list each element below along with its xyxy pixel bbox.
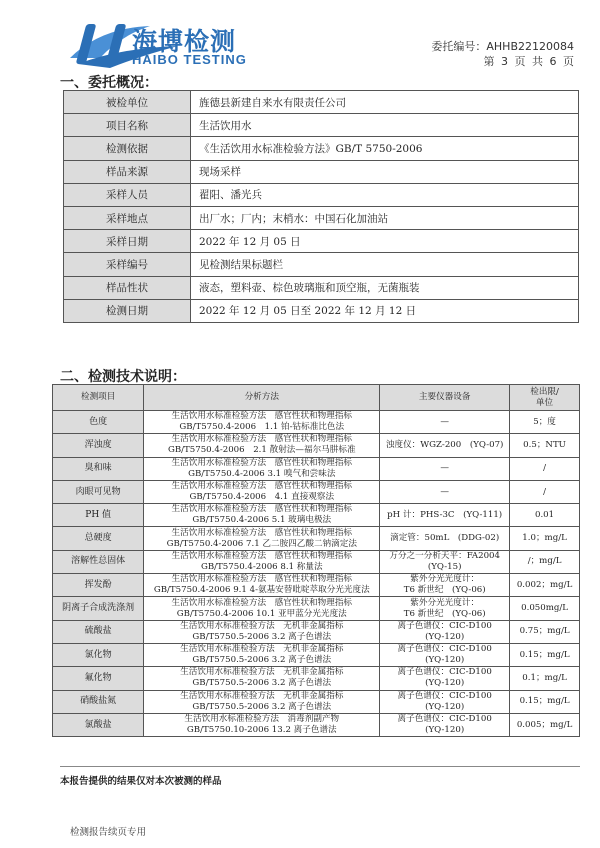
equipment-line1: —	[440, 416, 449, 427]
analysis-method	[144, 457, 380, 480]
method-line2: GB/T5750.5-2006 3.2 离子色谱法	[192, 678, 332, 689]
method-line1: 生活饮用水标准检验方法 无机非金属指标	[180, 690, 344, 701]
method-line1: 生活饮用水标准检验方法 无机非金属指标	[180, 644, 344, 655]
analysis-method	[144, 504, 380, 527]
analysis-method	[144, 713, 380, 736]
detection-limit: 1.0；mg/L	[510, 527, 580, 550]
overview-label: 检测日期	[64, 299, 191, 322]
table-row	[64, 230, 579, 253]
method-line2: GB/T5750.4-2006 4.1 直接观察法	[189, 492, 335, 503]
table-row	[53, 597, 580, 620]
table-row	[64, 206, 579, 229]
header-equipment: 主要仪器设备	[380, 385, 510, 411]
detection-limit: 0.002；mg/L	[510, 574, 580, 597]
table-row	[64, 91, 579, 114]
detection-limit: 0.75；mg/L	[510, 620, 580, 643]
equipment	[380, 620, 510, 643]
overview-value: 《生活饮用水标准检验方法》GB/T 5750-2006	[191, 137, 579, 160]
analysis-method	[144, 411, 380, 434]
detection-limit: 0.01	[510, 504, 580, 527]
equipment-line1: 离子色谱仪：CIC-D100	[397, 714, 492, 724]
analysis-method	[144, 667, 380, 690]
header-limit-line1: 检出限/	[530, 386, 559, 397]
method-line1: 生活饮用水标准检验方法 无机非金属指标	[180, 667, 344, 678]
method-line1: 生活饮用水标准检验方法 感官性状和物理指标	[171, 481, 353, 492]
equipment-line2: (YQ-120)	[425, 701, 465, 712]
table-row	[53, 690, 580, 713]
test-item: 溶解性总固体	[53, 550, 144, 573]
table-row	[53, 713, 580, 736]
overview-label: 样品来源	[64, 160, 191, 183]
test-item: 阴离子合成洗涤剂	[53, 597, 144, 620]
table-row	[53, 550, 580, 573]
table-row	[53, 620, 580, 643]
method-line2: GB/T5750.5-2006 3.2 离子色谱法	[192, 701, 332, 712]
header-limit	[510, 385, 580, 411]
overview-value: 旌德县新建自来水有限责任公司	[191, 91, 579, 114]
overview-label: 采样地点	[64, 206, 191, 229]
equipment-line1: —	[440, 486, 449, 497]
table-row	[64, 253, 579, 276]
overview-value: 翟阳、潘光兵	[191, 183, 579, 206]
method-line2: GB/T5750.4-2006 5.1 玻璃电极法	[192, 515, 332, 526]
method-line1: 生活饮用水标准检验方法 感官性状和物理指标	[171, 457, 353, 468]
section2-title: 二、检测技术说明：	[60, 369, 186, 385]
equipment	[380, 411, 510, 434]
test-item: 总硬度	[53, 527, 144, 550]
method-line2: GB/T5750.10-2006 13.2 离子色谱法	[186, 725, 337, 735]
table-row	[53, 574, 580, 597]
equipment-line2: T6 新世纪 (YQ-06)	[403, 608, 486, 619]
overview-value: 出厂水；厂内；末梢水：中国石化加油站	[191, 206, 579, 229]
header-limit-line2: 单位	[535, 397, 554, 408]
test-item: 氯酸盐	[53, 713, 144, 736]
equipment-line2: (YQ-15)	[427, 561, 462, 572]
overview-label: 采样编号	[64, 253, 191, 276]
overview-label: 采样日期	[64, 230, 191, 253]
table-row	[53, 457, 580, 480]
table-row	[64, 137, 579, 160]
equipment-line1: 万分之一分析天平：FA2004	[389, 550, 500, 561]
detection-limit: 0.15；mg/L	[510, 690, 580, 713]
equipment-line1: 紫外分光光度计：	[410, 574, 480, 585]
table-row	[64, 276, 579, 299]
detection-limit: 0.15；mg/L	[510, 643, 580, 666]
test-item: 硫酸盐	[53, 620, 144, 643]
equipment-line2: (YQ-120)	[425, 655, 465, 666]
equipment	[380, 713, 510, 736]
footer-divider	[60, 766, 580, 767]
equipment-line2: T6 新世纪 (YQ-06)	[403, 585, 486, 596]
detection-limit: /；mg/L	[510, 550, 580, 573]
table-row	[64, 114, 579, 137]
equipment	[380, 597, 510, 620]
header-method: 分析方法	[144, 385, 380, 411]
test-item: PH 值	[53, 504, 144, 527]
test-item: 浑浊度	[53, 434, 144, 457]
method-line2: GB/T5750.5-2006 3.2 离子色谱法	[192, 631, 332, 642]
detection-limit: 5；度	[510, 411, 580, 434]
table-row	[53, 480, 580, 503]
table-row	[53, 434, 580, 457]
test-item: 氯化物	[53, 643, 144, 666]
method-line1: 生活饮用水标准检验方法 感官性状和物理指标	[171, 597, 353, 608]
footer-note: 本报告提供的结果仅对本次被测的样品	[60, 776, 222, 787]
overview-value: 见检测结果标题栏	[191, 253, 579, 276]
equipment	[380, 504, 510, 527]
analysis-method	[144, 690, 380, 713]
equipment	[380, 574, 510, 597]
equipment-line1: 离子色谱仪：CIC-D100	[397, 690, 492, 701]
overview-table	[63, 90, 579, 323]
table-row	[53, 411, 580, 434]
test-item: 硝酸盐氮	[53, 690, 144, 713]
overview-label: 样品性状	[64, 276, 191, 299]
page-indicator: 第 3 页 共 6 页	[483, 55, 574, 68]
overview-label: 项目名称	[64, 114, 191, 137]
equipment	[380, 457, 510, 480]
equipment	[380, 550, 510, 573]
table-row	[64, 183, 579, 206]
equipment-line2: (YQ-120)	[425, 631, 465, 642]
analysis-method	[144, 620, 380, 643]
analysis-method	[144, 597, 380, 620]
overview-label: 被检单位	[64, 91, 191, 114]
method-line2: GB/T5750.4-2006 10.1 亚甲蓝分光光度法	[176, 608, 347, 619]
equipment	[380, 434, 510, 457]
detection-limit: /	[510, 480, 580, 503]
test-item: 臭和味	[53, 457, 144, 480]
table-header-row	[53, 385, 580, 411]
method-line1: 生活饮用水标准检验方法 感官性状和物理指标	[171, 504, 353, 515]
table-row	[53, 527, 580, 550]
equipment-line1: 离子色谱仪：CIC-D100	[397, 667, 492, 678]
header-item: 检测项目	[53, 385, 144, 411]
method-line2: GB/T5750.4-2006 8.1 称量法	[200, 561, 323, 572]
detection-limit: /	[510, 457, 580, 480]
equipment-line1: pH 计：PHS-3C (YQ-111)	[387, 509, 503, 520]
overview-value: 液态，塑料壶、棕色玻璃瓶和顶空瓶，无菌瓶装	[191, 276, 579, 299]
equipment-line2: (YQ-120)	[425, 725, 465, 735]
analysis-method	[144, 434, 380, 457]
detection-limit: 0.050mg/L	[510, 597, 580, 620]
table-row	[53, 643, 580, 666]
analysis-method	[144, 574, 380, 597]
method-line2: GB/T5750.4-2006 7.1 乙二胺四乙酸二钠滴定法	[166, 538, 357, 549]
footer-continuation: 检测报告续页专用	[70, 827, 147, 838]
table-row	[53, 504, 580, 527]
detection-limit: 0.1；mg/L	[510, 667, 580, 690]
test-item: 色度	[53, 411, 144, 434]
equipment-line1: 浊度仪：WGZ-200 (YQ-07)	[385, 439, 504, 450]
analysis-method	[144, 550, 380, 573]
equipment	[380, 643, 510, 666]
analysis-method	[144, 643, 380, 666]
method-line1: 生活饮用水标准检验方法 感官性状和物理指标	[171, 434, 353, 445]
method-line2: GB/T5750.4-2006 3.1 嗅气和尝味法	[188, 468, 336, 479]
equipment-line1: 离子色谱仪：CIC-D100	[397, 620, 492, 631]
section1-title: 一、委托概况：	[60, 75, 158, 91]
report-number: 委托编号：AHHB22120084	[431, 40, 574, 53]
table-row	[64, 160, 579, 183]
overview-value: 现场采样	[191, 160, 579, 183]
test-item: 氟化物	[53, 667, 144, 690]
method-line1: 生活饮用水标准检验方法 感官性状和物理指标	[171, 574, 353, 585]
logo-chinese-text: 海博检测	[132, 27, 237, 56]
method-line1: 生活饮用水标准检验方法 消毒剂副产物	[184, 714, 340, 724]
method-line2: GB/T5750.4-2006 1.1 铂-钴标准比色法	[179, 422, 345, 433]
analysis-method	[144, 527, 380, 550]
equipment	[380, 480, 510, 503]
method-line1: 生活饮用水标准检验方法 无机非金属指标	[180, 620, 344, 631]
method-line1: 生活饮用水标准检验方法 感官性状和物理指标	[171, 411, 353, 422]
equipment-line1: 紫外分光光度计：	[410, 597, 480, 608]
equipment-line1: 滴定管：50mL (DDG-02)	[390, 533, 500, 544]
method-line2: GB/T5750.4-2006 2.1 散射法—福尔马肼标准	[167, 445, 356, 456]
equipment	[380, 527, 510, 550]
table-row	[53, 667, 580, 690]
overview-value: 2022 年 12 月 05 日	[191, 230, 579, 253]
analysis-method	[144, 480, 380, 503]
test-item: 挥发酚	[53, 574, 144, 597]
table-row	[64, 299, 579, 322]
overview-value: 2022 年 12 月 05 日至 2022 年 12 月 12 日	[191, 299, 579, 322]
equipment-line1: 离子色谱仪：CIC-D100	[397, 644, 492, 655]
method-line1: 生活饮用水标准检验方法 感官性状和物理指标	[171, 550, 353, 561]
test-item: 肉眼可见物	[53, 480, 144, 503]
technical-table	[52, 384, 580, 737]
method-line1: 生活饮用水标准检验方法 感官性状和物理指标	[171, 527, 353, 538]
detection-limit: 0.5；NTU	[510, 434, 580, 457]
method-line2: GB/T5750.4-2006 9.1 4-氨基安替吡啶萃取分光光度法	[153, 585, 370, 596]
logo-english-text: HAIBO TESTING	[132, 52, 247, 67]
detection-limit: 0.005；mg/L	[510, 713, 580, 736]
method-line2: GB/T5750.5-2006 3.2 离子色谱法	[192, 655, 332, 666]
equipment	[380, 690, 510, 713]
equipment	[380, 667, 510, 690]
equipment-line1: —	[440, 463, 449, 474]
overview-value: 生活饮用水	[191, 114, 579, 137]
overview-label: 采样人员	[64, 183, 191, 206]
equipment-line2: (YQ-120)	[425, 678, 465, 689]
overview-label: 检测依据	[64, 137, 191, 160]
